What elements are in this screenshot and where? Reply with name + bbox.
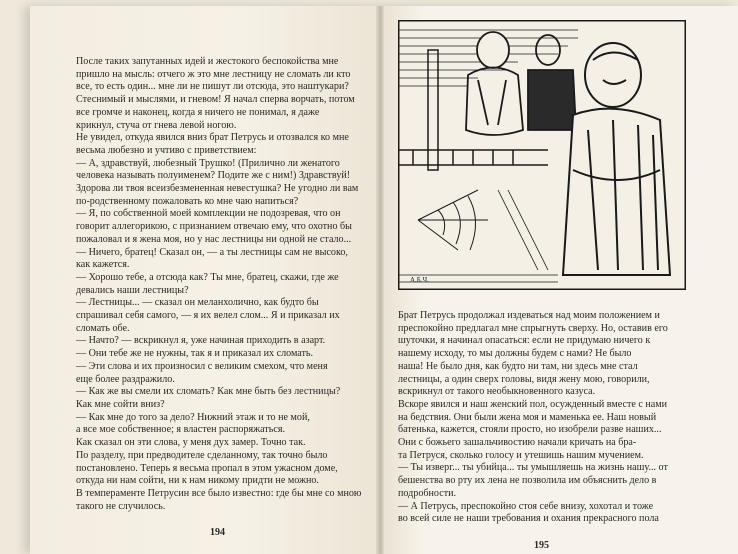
- text-line: бешенства во рту их лена не позволила им объяснить дело в: [398, 475, 657, 487]
- text-line: Как сказал он эти слова, у меня дух замер. Точно так.: [76, 437, 306, 449]
- text-line: как кажется.: [76, 259, 130, 271]
- text-line: Здорова ли твоя всеизбезмененная невестушка? Не угодно ли вам: [76, 183, 359, 195]
- text-line: подробности.: [398, 487, 457, 499]
- text-line: шуточки, я начинал опасаться: если не придумаю ничего к: [398, 335, 651, 347]
- text-line: та Петруся, сколько голосу и утешишь нашим мучением.: [398, 449, 644, 461]
- text-line: — А Петрусь, преспокойно стоя себе внизу, хохотал и тоже: [398, 500, 654, 512]
- text-line: Вскоре явился и наш женский пол, осужденный вместе с нами: [398, 398, 668, 410]
- page-number-left: 194: [210, 527, 225, 538]
- text-line: — Как мне до того за дело? Нижний этаж и то не мой,: [76, 411, 310, 423]
- text-line: — Как же вы смели их сломать? Как мне быть без лестницы?: [76, 386, 341, 398]
- text-line: по-родственному пожаловать ко мне чаю напиться?: [76, 195, 299, 207]
- text-line: — Лестницы... — сказал он меланхолично, как будто бы: [76, 297, 319, 309]
- book-illustration: [398, 20, 686, 290]
- text-line: на бедствия. Они были жена моя и маменька ее. Наш новый: [398, 411, 657, 423]
- text-line: — Эти слова и их произносил с великим смехом, что меня: [76, 360, 328, 372]
- text-line: все, то есть один... мне ли не пишут ли отсюда, это наштукари?: [76, 81, 349, 93]
- text-line: — А, здравствуй, любезный Трушко! (Прилично ли женатого: [76, 157, 340, 169]
- text-line: — Начто? — вскрикнул я, уже начиная приходить в азарт.: [76, 335, 326, 347]
- text-line: девались наши лестницы?: [76, 284, 189, 296]
- text-line: наша! Не было дня, как будто ни там, ни здесь мне стал: [398, 360, 638, 372]
- text-line: Не увидел, откуда явился вниз брат Петрусь и отозвался ко мне: [76, 132, 349, 144]
- text-line: Они с божьего зашальчивостию начали кричать на бра-: [398, 437, 637, 449]
- text-line: пришло на мысль: отчего ж это мне лестницу не сломать ли кто: [76, 68, 351, 80]
- text-line: — Ничего, братец! Сказал он, — а ты лестницы сам не высоко,: [76, 246, 348, 258]
- text-line: Стеснимый и мыслями, и гневом! Я начал сперва ворчать, потом: [76, 94, 355, 106]
- text-line: еще более раздражило.: [76, 373, 175, 385]
- text-line: человека называть полуименем? Подите же с ним!) Здравствуй!: [76, 170, 351, 182]
- text-line: В темпераменте Петрусин все было известно: где бы мне со мною: [76, 487, 362, 499]
- text-line: батенька, кажется, стояли просто, но изобрели разве наших...: [398, 424, 662, 436]
- text-line: такого не случилось.: [76, 500, 166, 512]
- text-line: весьма любезно и учтиво с приветствием:: [76, 144, 257, 156]
- text-line: во всей силе не наши требования и охания прекрасного пола: [398, 513, 659, 525]
- text-line: пожаловал и я жена моя, но у нас лестницы ни одной не стало...: [76, 233, 352, 245]
- text-line: По разделу, при предводителе сделанному, так точно было: [76, 449, 328, 461]
- text-line: говорит аллегорикою, с признанием отвечаю ему, что охотно бы: [76, 221, 352, 233]
- text-line: — Ты изверг... ты убийца... ты умышляешь на жизнь нашу... от: [398, 462, 668, 474]
- text-line: Как мне сойти вниз?: [76, 398, 165, 410]
- text-line: сломать обе.: [76, 322, 130, 334]
- text-line: постановлено. Теперь я весьма пропал в этом ужасном доме,: [76, 462, 338, 474]
- text-line: спрашивал себя самого, — я их велел слом... Я и приказал их: [76, 310, 340, 322]
- text-line: откуда ни нам сойти, ни к нам никому придти не можно.: [76, 475, 319, 487]
- text-line: преспокойно предлагал мне спрыгнуть сверху. Но, оставив его: [398, 322, 668, 334]
- text-line: — Хорошо тебе, а отсюда как? Ты мне, братец, скажи, где же: [76, 271, 339, 283]
- right-page-text: [398, 310, 698, 526]
- text-line: крикнул, стуча от гнева левой ногою.: [76, 119, 237, 131]
- book-gutter: [376, 6, 384, 554]
- text-line: — Они тебе же не нужны, так я и приказал их сломать.: [76, 348, 314, 360]
- text-line: а все мое собственное; я властен распоряжаться.: [76, 424, 286, 436]
- text-line: Брат Петрусь продолжал издеваться над моим положением и: [398, 310, 660, 321]
- text-line: После таких запутанных идей и жестокого беспокойства мне: [76, 56, 339, 67]
- text-line: — Я, по собственной моей комплекции не подозревая, что он: [76, 208, 341, 220]
- text-line: лестницы, а один сверх головы, видя жену мою, говорили,: [398, 373, 650, 385]
- text-line: вскрикнул от такого необыкновенного казуса.: [398, 386, 596, 398]
- illustration-signature: А.Б.Ч.: [410, 276, 429, 284]
- page-number-right: 195: [534, 540, 549, 551]
- text-line: нашему исходу, то мы должны будем с нами? Не было: [398, 348, 632, 360]
- left-page-text: [76, 56, 366, 513]
- text-line: все громче и наконец, когда я ничего не понимал, я даже: [76, 106, 320, 118]
